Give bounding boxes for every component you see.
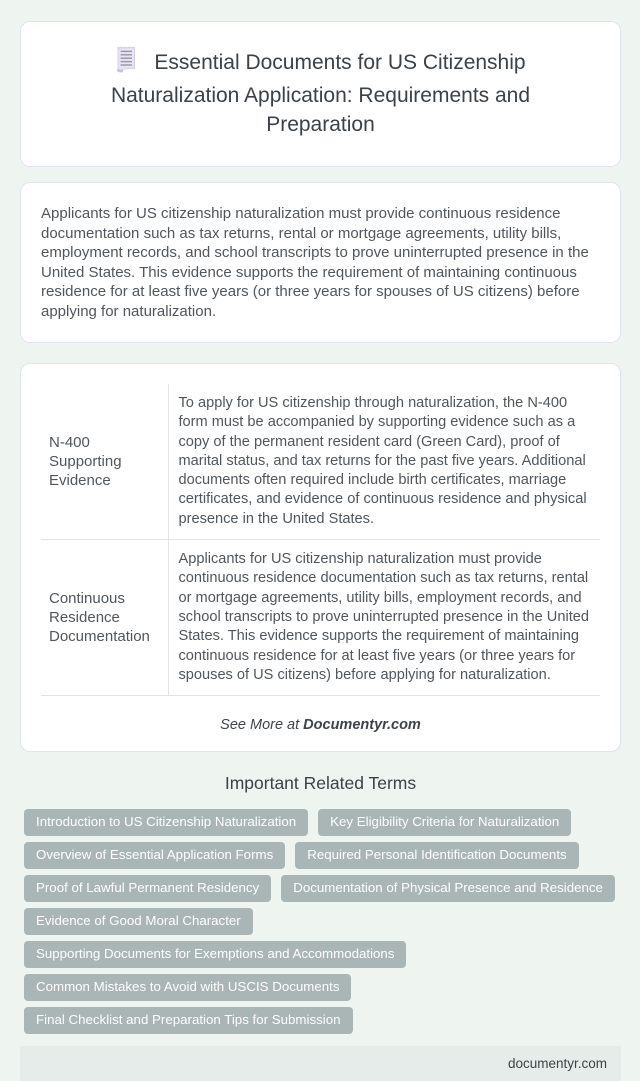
description-cell: To apply for US citizenship through naturalization, the N-400 form must be accompanied by supporting evidence such as a copy of the permanent resident card (Green Card), proof of marital status, and tax returns for the past five years. Additional documents often required include birth certificates, marriage certificates, and evidence of continuous residence and physical presence in the United States. (178, 395, 587, 527)
description-cell: Applicants for US citizenship naturalization must provide continuous residence documentation such as tax returns, rental or mortgage agreements, utility bills, employment records, and school transcripts to prove uninterrupted presence in the United States. This evidence supports the requirement of maintaining continuous residence for at least five years (or three years for spouses of US citizens) before applying for naturalization. (178, 551, 589, 683)
title-card (20, 21, 621, 167)
page-title (55, 46, 586, 139)
related-term-pill[interactable]: Common Mistakes to Avoid with USCIS Documents (24, 974, 351, 1001)
related-term-pill[interactable]: Introduction to US Citizenship Naturalization (24, 809, 308, 836)
page-title-text: Essential Documents for US Citizenship Naturalization Application: Requirements and Preparation (110, 51, 531, 136)
table-row (41, 384, 600, 540)
term-cell: N-400 Supporting Evidence (41, 384, 168, 540)
receipt-icon (115, 46, 137, 81)
footer-site-label: documentyr.com (507, 1056, 607, 1072)
summary-card (20, 182, 621, 343)
related-term-pill[interactable]: Key Eligibility Criteria for Naturalization (318, 809, 571, 836)
related-term-pill[interactable]: Proof of Lawful Permanent Residency (24, 875, 271, 902)
details-card (20, 363, 621, 752)
see-more-line (41, 717, 600, 733)
see-more-prefix: See More at (220, 717, 304, 734)
related-term-pill[interactable]: Evidence of Good Moral Character (24, 908, 253, 935)
related-term-pill[interactable]: Supporting Documents for Exemptions and Accommodations (24, 941, 406, 968)
related-term-pill[interactable]: Final Checklist and Preparation Tips for Submission (24, 1007, 353, 1034)
related-terms-heading: Important Related Terms (224, 773, 417, 794)
related-terms-list (20, 809, 621, 1034)
summary-paragraph: Applicants for US citizenship naturalization must provide continuous residence documentation such as tax returns, rental or mortgage agreements, utility bills, employment records, and school transcripts to prove uninterrupted presence in the United States. This evidence supports the requirement of maintaining continuous residence for at least five years (or three years for spouses of US citizens) before applying for naturalization. (41, 205, 589, 320)
term-cell: Continuous Residence Documentation (41, 540, 168, 696)
related-term-pill[interactable]: Documentation of Physical Presence and Residence (281, 875, 615, 902)
details-table (41, 384, 600, 696)
related-term-pill[interactable]: Overview of Essential Application Forms (24, 842, 285, 869)
footer-bar (20, 1046, 621, 1081)
related-term-pill[interactable]: Required Personal Identification Documents (295, 842, 578, 869)
table-row (41, 540, 600, 696)
see-more-brand-link[interactable]: Documentyr.com (303, 717, 421, 734)
